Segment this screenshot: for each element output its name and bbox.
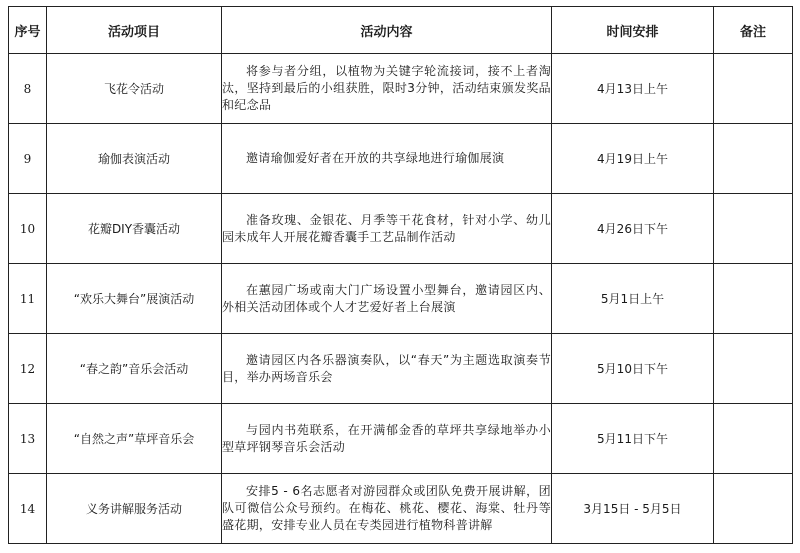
row-time: 5月1日上午 xyxy=(552,264,714,334)
header-note: 备注 xyxy=(714,7,793,54)
row-no: 10 xyxy=(9,194,47,264)
row-note xyxy=(714,404,793,474)
header-time: 时间安排 xyxy=(552,7,714,54)
row-activity-content: 与园内书苑联系，在开满郁金香的草坪共享绿地举办小型草坪钢琴音乐会活动 xyxy=(222,404,552,474)
table-row xyxy=(9,264,793,334)
row-activity-name: “自然之声”草坪音乐会 xyxy=(47,404,222,474)
row-no: 8 xyxy=(9,54,47,124)
header-activity-name: 活动项目 xyxy=(47,7,222,54)
row-note xyxy=(714,474,793,544)
row-no: 9 xyxy=(9,124,47,194)
table-row xyxy=(9,194,793,264)
row-no: 12 xyxy=(9,334,47,404)
row-time: 3月15日 - 5月5日 xyxy=(552,474,714,544)
row-activity-content: 在蕙园广场或南大门广场设置小型舞台，邀请园区内、外相关活动团体或个人才艺爱好者上台展演 xyxy=(222,264,552,334)
table-row xyxy=(9,124,793,194)
row-activity-name: 瑜伽表演活动 xyxy=(47,124,222,194)
row-activity-content: 邀请瑜伽爱好者在开放的共享绿地进行瑜伽展演 xyxy=(222,124,552,194)
row-activity-name: 义务讲解服务活动 xyxy=(47,474,222,544)
row-activity-name: “春之韵”音乐会活动 xyxy=(47,334,222,404)
table-header-row xyxy=(9,7,793,54)
table-row xyxy=(9,334,793,404)
row-activity-name: 飞花令活动 xyxy=(47,54,222,124)
row-note xyxy=(714,124,793,194)
row-activity-content: 准备玫瑰、金银花、月季等干花食材，针对小学、幼儿园未成年人开展花瓣香囊手工艺品制作活动 xyxy=(222,194,552,264)
header-no: 序号 xyxy=(9,7,47,54)
row-activity-name: 花瓣DIY香囊活动 xyxy=(47,194,222,264)
header-activity-content: 活动内容 xyxy=(222,7,552,54)
row-note xyxy=(714,194,793,264)
schedule-table-wrapper xyxy=(8,6,793,544)
row-time: 5月11日下午 xyxy=(552,404,714,474)
row-no: 11 xyxy=(9,264,47,334)
row-activity-name: “欢乐大舞台”展演活动 xyxy=(47,264,222,334)
row-note xyxy=(714,54,793,124)
table-row xyxy=(9,404,793,474)
row-activity-content: 安排5 - 6名志愿者对游园群众或团队免费开展讲解，团队可微信公众号预约。在梅花、桃花、樱花、海棠、牡丹等盛花期，安排专业人员在专类园进行植物科普讲解 xyxy=(222,474,552,544)
row-no: 13 xyxy=(9,404,47,474)
row-time: 5月10日下午 xyxy=(552,334,714,404)
row-time: 4月26日下午 xyxy=(552,194,714,264)
table-row xyxy=(9,54,793,124)
activity-schedule-table xyxy=(8,6,793,544)
table-row xyxy=(9,474,793,544)
row-time: 4月13日上午 xyxy=(552,54,714,124)
row-no: 14 xyxy=(9,474,47,544)
row-activity-content: 邀请园区内各乐器演奏队，以“春天”为主题选取演奏节目，举办两场音乐会 xyxy=(222,334,552,404)
row-activity-content: 将参与者分组，以植物为关键字轮流接词，接不上者淘汰，坚持到最后的小组获胜，限时3分钟，活动结束颁发奖品和纪念品 xyxy=(222,54,552,124)
row-time: 4月19日上午 xyxy=(552,124,714,194)
row-note xyxy=(714,334,793,404)
row-note xyxy=(714,264,793,334)
